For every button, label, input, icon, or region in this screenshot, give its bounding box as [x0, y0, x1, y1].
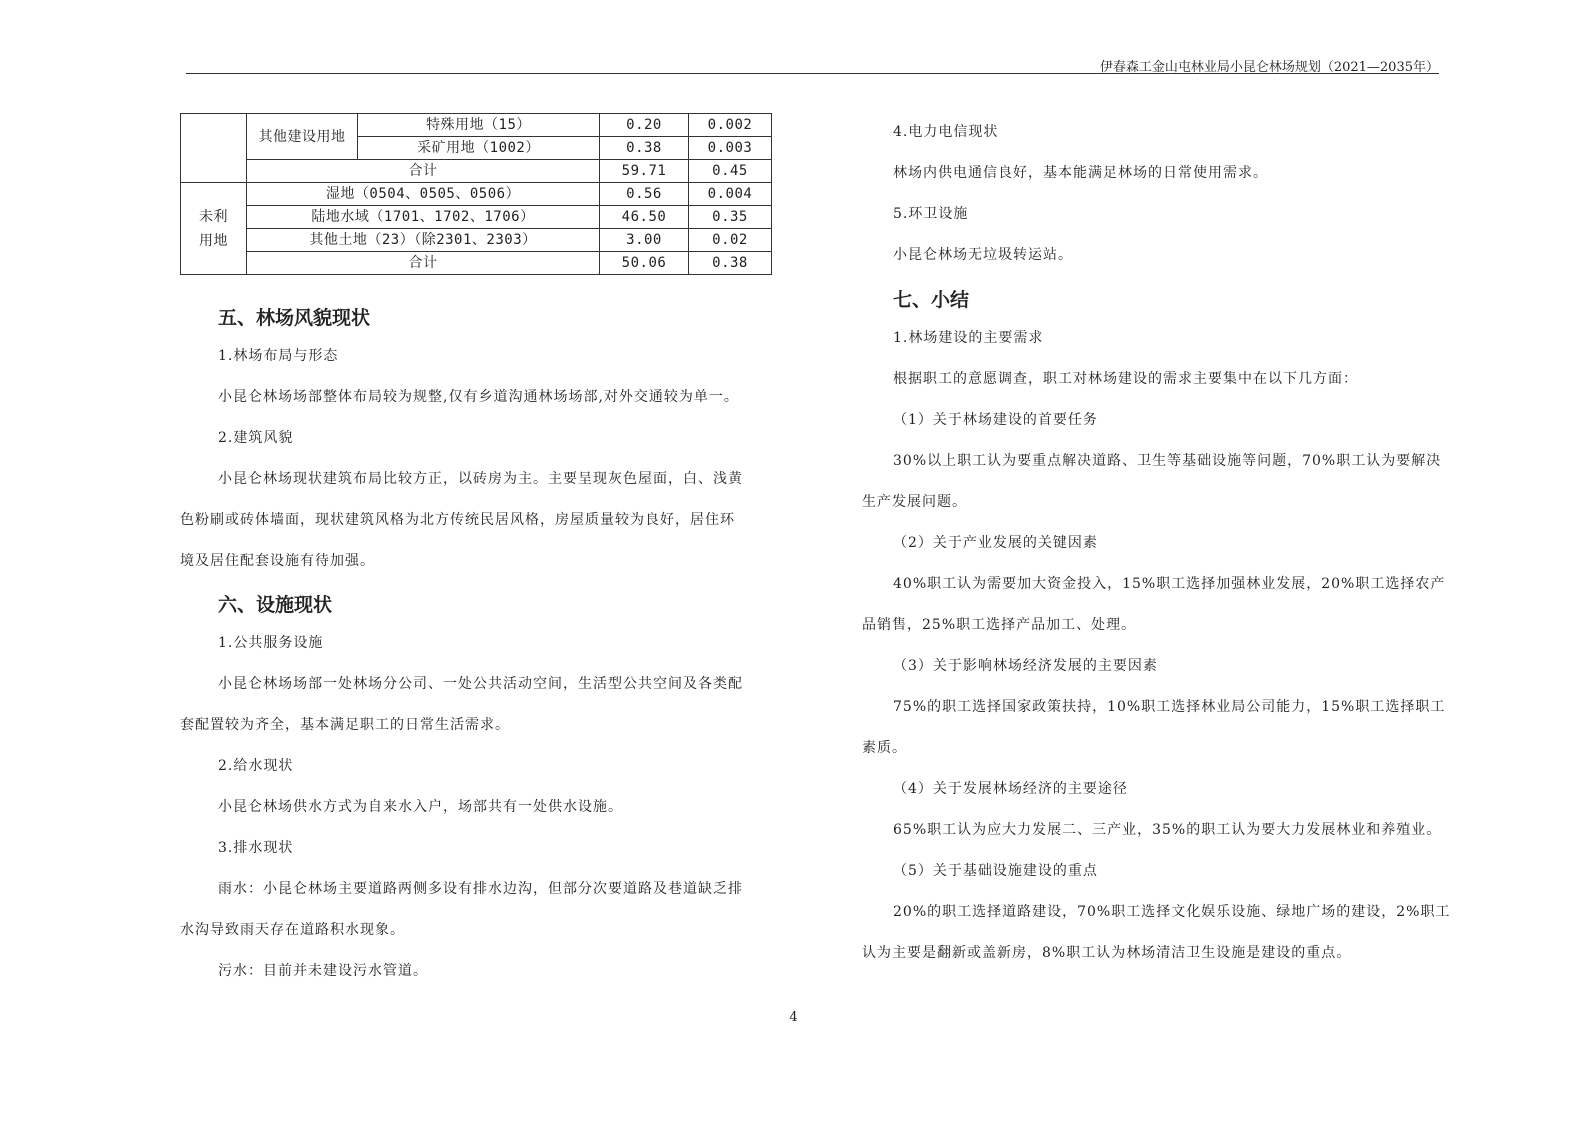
table-cell-item: 特殊用地（15） — [358, 114, 600, 137]
paragraph: 生产发展问题。 — [862, 494, 967, 510]
table-row — [181, 183, 772, 206]
subheading: 4.电力电信现状 — [893, 124, 999, 140]
table-cell-area: 3.00 — [600, 229, 689, 252]
table-cell-ratio: 0.003 — [689, 137, 772, 160]
table-cell-item: 陆地水域（1701、1702、1706） — [247, 206, 600, 229]
subheading: 1.林场建设的主要需求 — [893, 330, 1044, 346]
table-cell-total-label: 合计 — [247, 160, 600, 183]
question-heading: （3）关于影响林场经济发展的主要因素 — [893, 658, 1158, 674]
table-row — [181, 206, 772, 229]
paragraph: 色粉刷或砖体墙面，现状建筑风格为北方传统民居风格，房屋质量较为良好，居住环 — [180, 512, 735, 528]
header-title: 伊春森工金山屯林业局小昆仑林场规划（2021—2035年） — [1099, 60, 1439, 75]
question-heading: （4）关于发展林场经济的主要途径 — [893, 781, 1128, 797]
paragraph: 小昆仑林场供水方式为自来水入户，场部共有一处供水设施。 — [218, 799, 623, 815]
table-cell-area: 0.38 — [600, 137, 689, 160]
table-cell-ratio: 0.004 — [689, 183, 772, 206]
paragraph: 雨水：小昆仑林场主要道路两侧多设有排水边沟，但部分次要道路及巷道缺乏排 — [218, 881, 743, 897]
paragraph: 认为主要是翻新或盖新房，8%职工认为林场清洁卫生设施是建设的重点。 — [862, 945, 1352, 961]
header-rule — [186, 73, 1439, 74]
table-cell-item: 采矿用地（1002） — [358, 137, 600, 160]
table-cell-area: 0.20 — [600, 114, 689, 137]
subheading: 2.建筑风貌 — [218, 430, 294, 446]
land-use-table — [180, 113, 772, 275]
table-cell-subcategory: 其他建设用地 — [247, 114, 358, 160]
table-cell-total-label: 合计 — [247, 252, 600, 275]
paragraph: 素质。 — [862, 740, 907, 756]
subheading: 1.公共服务设施 — [218, 635, 324, 651]
section-title-7: 七、小结 — [893, 289, 970, 311]
paragraph: 30%以上职工认为要重点解决道路、卫生等基础设施等问题，70%职工认为要解决 — [893, 453, 1442, 469]
table-cell-category — [181, 114, 247, 183]
table-cell-area: 59.71 — [600, 160, 689, 183]
question-heading: （1）关于林场建设的首要任务 — [893, 412, 1098, 428]
paragraph: 境及居住配套设施有待加强。 — [180, 553, 375, 569]
section-title-5: 五、林场风貌现状 — [218, 307, 371, 329]
paragraph: 65%职工认为应大力发展二、三产业，35%的职工认为要大力发展林业和养殖业。 — [893, 822, 1442, 838]
subheading: 1.林场布局与形态 — [218, 348, 339, 364]
table-cell-area: 46.50 — [600, 206, 689, 229]
paragraph: 小昆仑林场无垃圾转运站。 — [893, 247, 1073, 263]
table-cell-item: 湿地（0504、0505、0506） — [247, 183, 600, 206]
table-row — [181, 229, 772, 252]
subheading: 5.环卫设施 — [893, 206, 969, 222]
paragraph: 根据职工的意愿调查，职工对林场建设的需求主要集中在以下几方面： — [893, 371, 1358, 387]
paragraph: 污水：目前并未建设污水管道。 — [218, 963, 428, 979]
section-title-6: 六、设施现状 — [218, 594, 333, 616]
paragraph: 40%职工认为需要加大资金投入，15%职工选择加强林业发展，20%职工选择农产 — [893, 576, 1446, 592]
paragraph: 品销售，25%职工选择产品加工、处理。 — [862, 617, 1137, 633]
paragraph: 20%的职工选择道路建设，70%职工选择文化娱乐设施、绿地广场的建设，2%职工 — [893, 904, 1451, 920]
table-cell-ratio: 0.45 — [689, 160, 772, 183]
table-cell-ratio: 0.002 — [689, 114, 772, 137]
table-cell-area: 0.56 — [600, 183, 689, 206]
paragraph: 套配置较为齐全，基本满足职工的日常生活需求。 — [180, 717, 510, 733]
subheading: 2.给水现状 — [218, 758, 294, 774]
table-row — [181, 252, 772, 275]
paragraph: 小昆仑林场场部一处林场分公司、一处公共活动空间，生活型公共空间及各类配 — [218, 676, 743, 692]
paragraph: 林场内供电通信良好，基本能满足林场的日常使用需求。 — [893, 165, 1268, 181]
subheading: 3.排水现状 — [218, 840, 294, 856]
table-cell-category: 未利 用地 — [181, 183, 247, 275]
page-number: 4 — [789, 1010, 798, 1025]
table-row — [181, 160, 772, 183]
question-heading: （2）关于产业发展的关键因素 — [893, 535, 1098, 551]
table-cell-ratio: 0.02 — [689, 229, 772, 252]
paragraph: 75%的职工选择国家政策扶持，10%职工选择林业局公司能力，15%职工选择职工 — [893, 699, 1446, 715]
table-cell-area: 50.06 — [600, 252, 689, 275]
paragraph: 小昆仑林场场部整体布局较为规整,仅有乡道沟通林场场部,对外交通较为单一。 — [218, 389, 739, 405]
table-cell-ratio: 0.35 — [689, 206, 772, 229]
table-cell-ratio: 0.38 — [689, 252, 772, 275]
table-row — [181, 114, 772, 137]
question-heading: （5）关于基础设施建设的重点 — [893, 863, 1098, 879]
paragraph: 小昆仑林场现状建筑布局比较方正，以砖房为主。主要呈现灰色屋面，白、浅黄 — [218, 471, 743, 487]
table-cell-item: 其他土地（23）（除2301、2303） — [247, 229, 600, 252]
paragraph: 水沟导致雨天存在道路积水现象。 — [180, 922, 405, 938]
